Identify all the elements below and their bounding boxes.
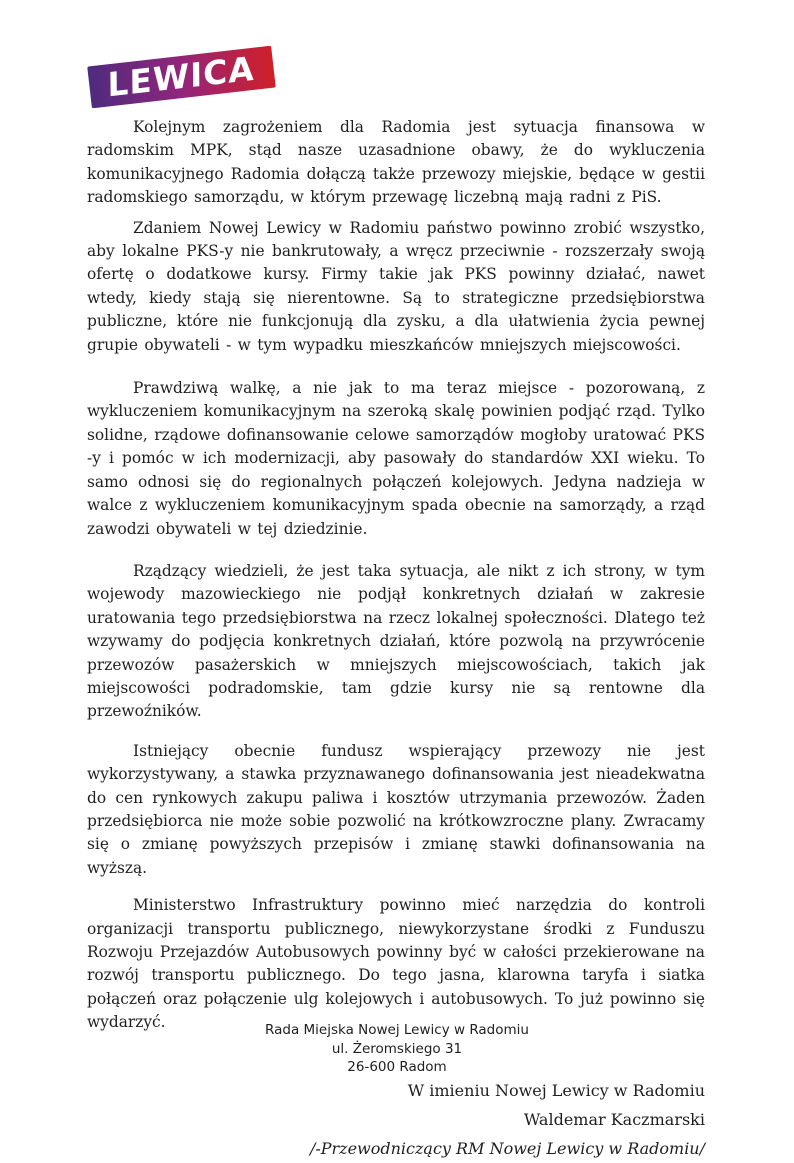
signature-on-behalf: W imieniu Nowej Lewicy w Radomiu xyxy=(407,1080,705,1100)
paragraph-government-inaction: Rządzący wiedzieli, że jest taka sytuacja, ale nikt z ich strony, w tym wojewody mazowieckiego nie podjął konkretnych działań w zakresie uratowania tego przedsiębiorstwa na rzecz lokalnej społeczności. Dlatego też wzywamy do podjęcia konkretnych działań, które pozwolą na przywrócenie przewozów pasażerskich w mniejszych miejscowościach, takich jak miejscowości podradomskie, tam gdzie kursy nie są rentowne dla przewoźników. xyxy=(87,561,705,721)
footer-city: 26-600 Radom xyxy=(347,1059,447,1075)
signature-title: /-Przewodniczący RM Nowej Lewicy w Radomiu/ xyxy=(309,1138,705,1158)
footer-address xyxy=(0,1021,794,1077)
footer-org-name: Rada Miejska Nowej Lewicy w Radomiu xyxy=(265,1022,529,1038)
signature-block xyxy=(87,1076,705,1163)
footer-street: ul. Żeromskiego 31 xyxy=(331,1040,463,1057)
paragraph-ministry-demands: Ministerstwo Infrastruktury powinno mieć narzędzia do kontroli organizacji transportu publicznego, niewykorzystane środki z Funduszu Rozwoju Przejazdów Autobusowych powinny być w całości przekierowane na rozwój transportu publicznego. Do tego jasna, klarowna taryfa i siatka połączeń oraz połączenie ulg kolejowych i autobusowych. To już powinno się wydarzyć. xyxy=(87,896,705,1032)
paragraph-fund-criticism: Istniejący obecnie fundusz wspierający przewozy nie jest wykorzystywany, a stawka przyznawanego dofinansowania jest nieadekwatna do cen rynkowych zakupu paliwa i kosztów utrzymania przewozów. Żaden przedsiębiorca nie może sobie pozwolić na krótkowzroczne plany. Zwracamy się o zmianę powyższych przepisów i zmianę stawki dofinansowania na wyższą. xyxy=(87,741,705,877)
paragraph-mpk-threat: Kolejnym zagrożeniem dla Radomia jest sytuacja finansowa w radomskim MPK, stąd nasze uzasadnione obawy, że do wykluczenia komunikacyjnego Radomia dołączą także przewozy miejskie, będące w gestii radomskiego samorządu, w którym przewagę liczebną mają radni z PiS. xyxy=(87,118,705,207)
signature-name: Waldemar Kaczmarski xyxy=(523,1109,705,1129)
lewica-logo-text: LEWICA xyxy=(107,48,256,104)
paragraph-pks-position: Zdaniem Nowej Lewicy w Radomiu państwo powinno zrobić wszystko, aby lokalne PKS-y nie bankrutowały, a wręcz przeciwnie - rozszerzały swoją ofertę o dodatkowe kursy. Firmy takie jak PKS powinny działać, nawet wtedy, kiedy stają się nierentowne. Są to strategiczne przedsiębiorstwa publiczne, które nie funkcjonują dla zysku, a dla ułatwienia życia pewnej grupie obywateli - w tym wypadku mieszkańców mniejszych miejscowości. xyxy=(87,218,705,354)
paragraph-real-fight: Prawdziwą walkę, a nie jak to ma teraz miejsce - pozorowaną, z wykluczeniem komunikacyjnym na szeroką skalę powinien podjąć rząd. Tylko solidne, rządowe dofinansowanie celowe samorządów mogłoby uratować PKS -y i pomóc w ich modernizacji, aby pasowały do standardów XXI wieku. To samo odnosi się do regionalnych połączeń kolejowych. Jedyna nadzieja w walce z wykluczeniem komunikacyjnym spada obecnie na samorządy, a rząd zawodzi obywateli w tej dziedzinie. xyxy=(87,379,705,538)
letter-body xyxy=(87,116,705,1163)
lewica-logo xyxy=(87,46,276,109)
